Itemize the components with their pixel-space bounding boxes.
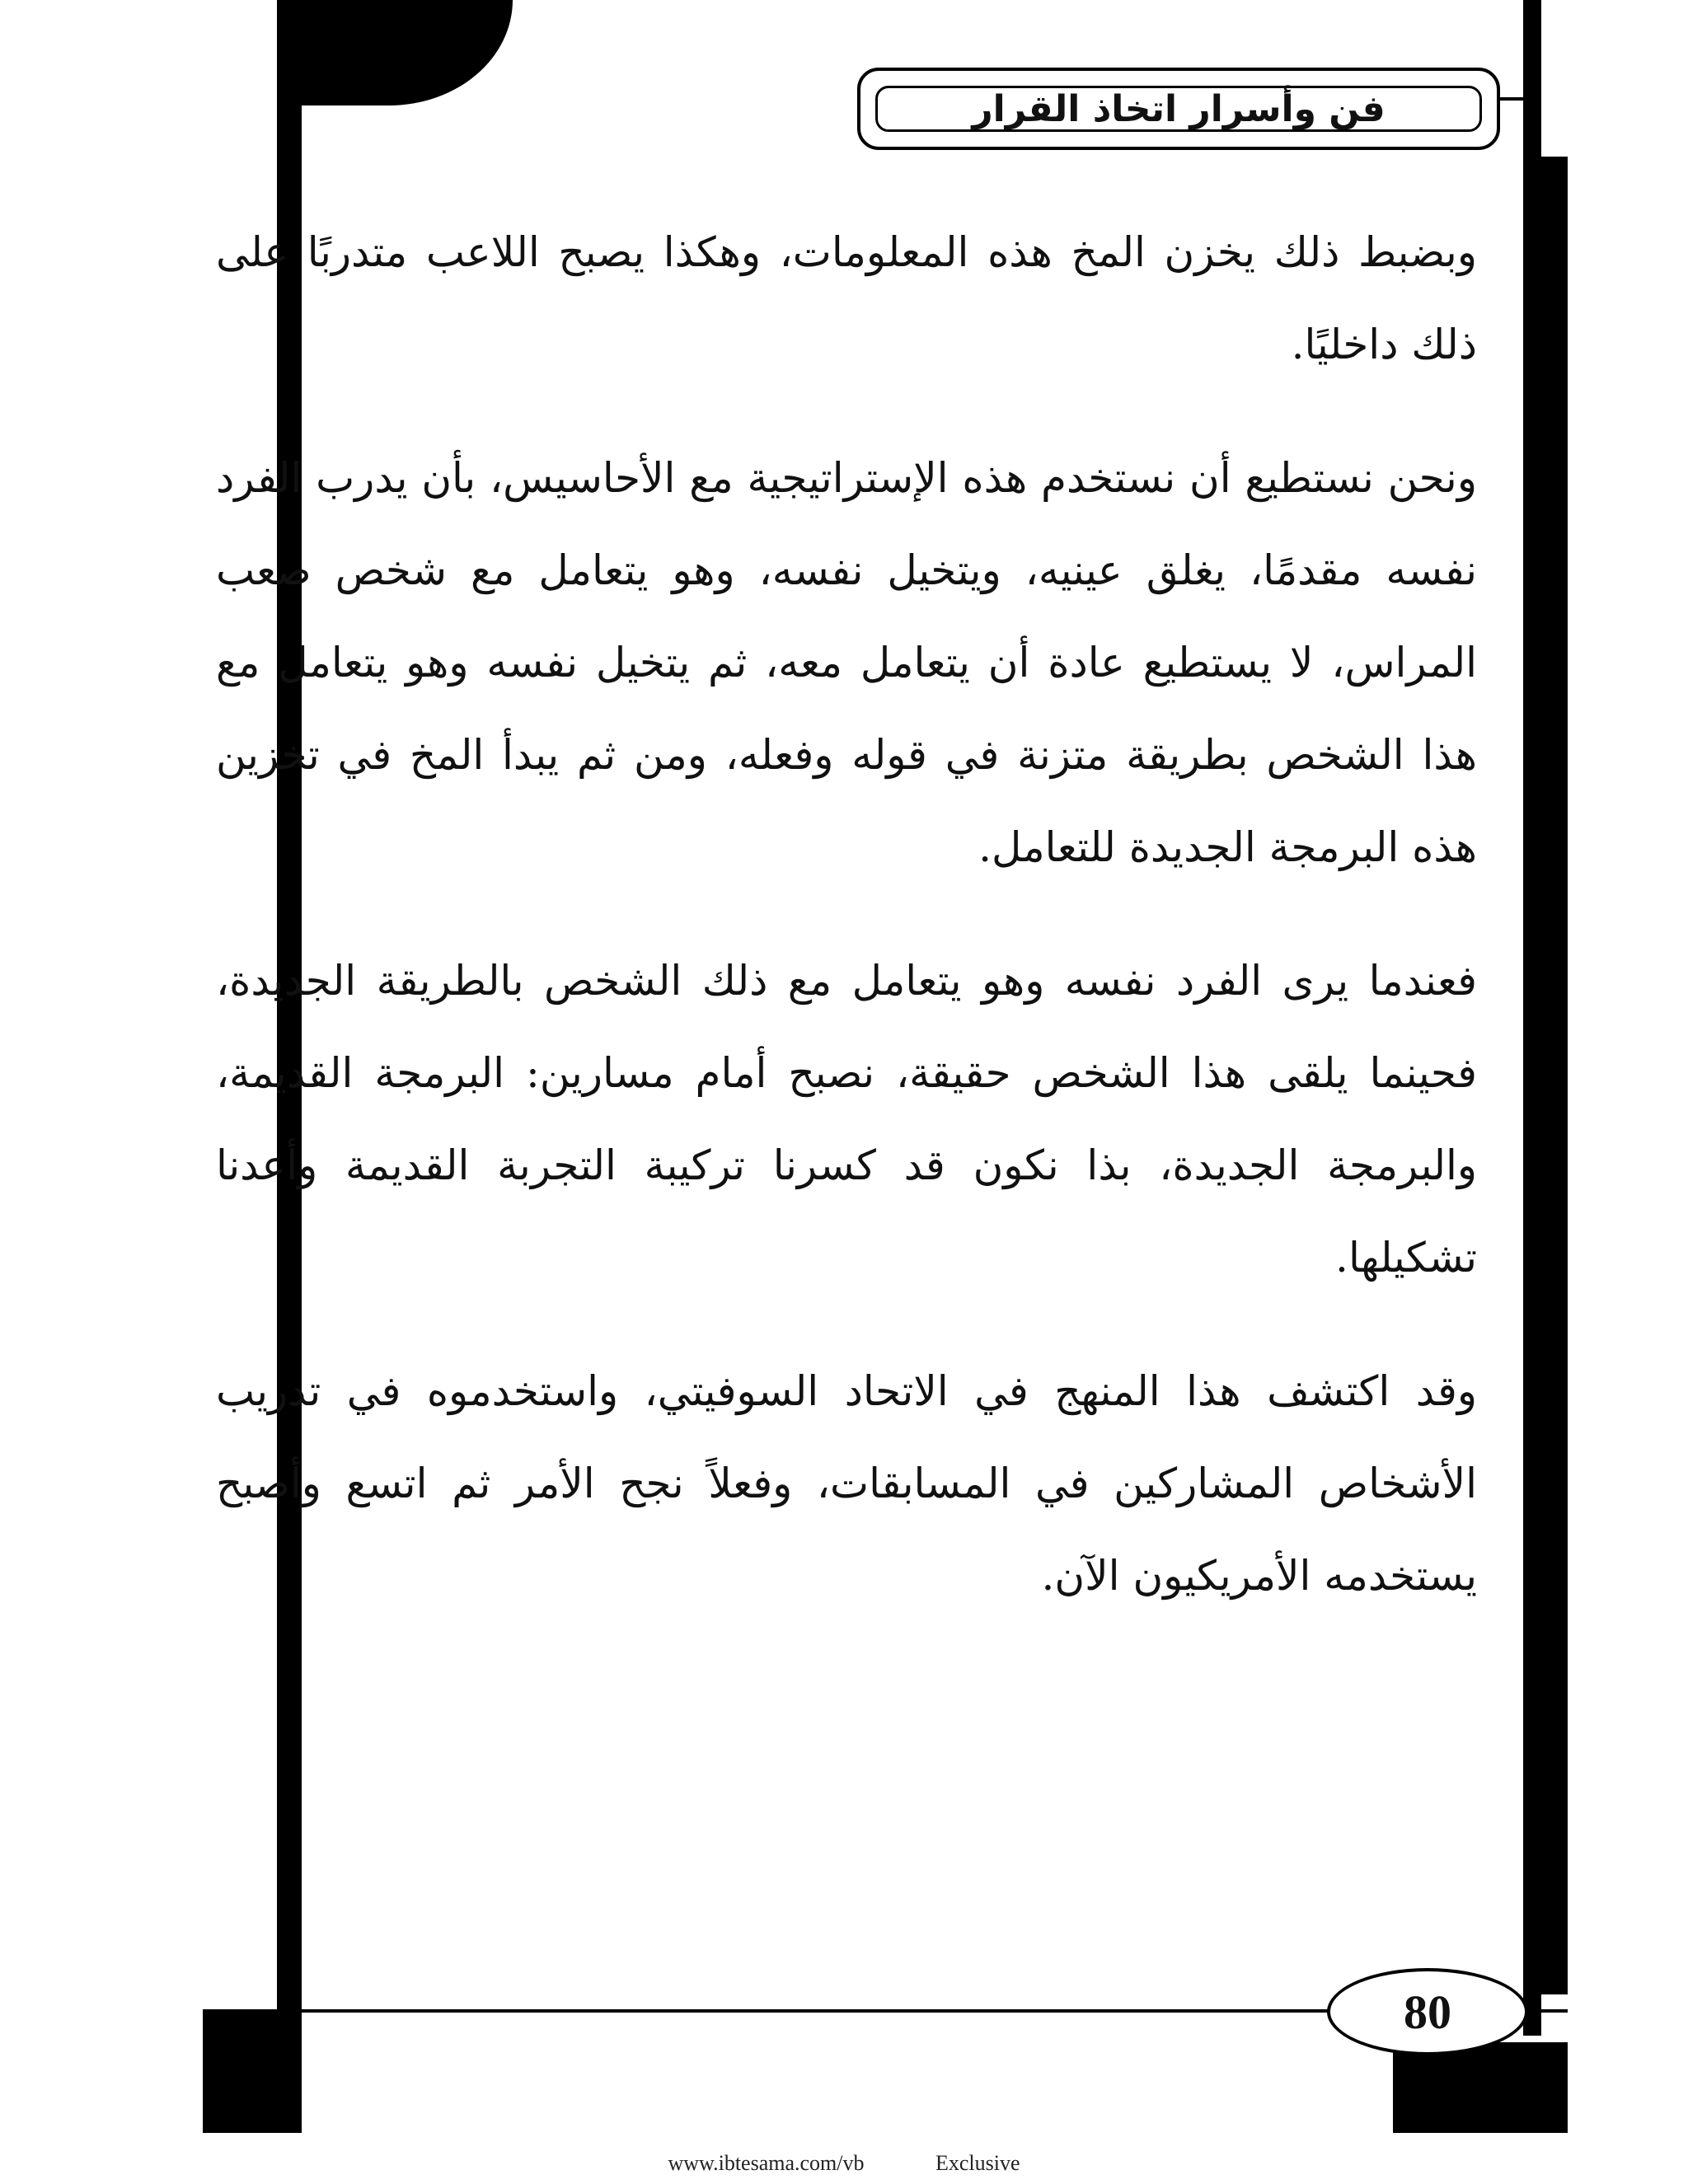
header-title-box bbox=[875, 86, 1482, 132]
top-left-corner-ornament bbox=[277, 0, 513, 105]
paragraph-4: وقد اكتشف هذا المنهج في الاتحاد السوفيتي، واستخدموه في تدريب الأشخاص المشاركين في المسابقات، وفعلاً نجح الأمر ثم اتسع وأصبح يستخدمه الأمريكيون الآن. bbox=[216, 1367, 1477, 1600]
page-number: 80 bbox=[1404, 1985, 1451, 2039]
footer-url: www.ibtesama.com/vb bbox=[668, 2151, 865, 2175]
footer-tag: Exclusive bbox=[935, 2151, 1020, 2175]
page-title: فن وأسرار اتخاذ القرار bbox=[972, 87, 1386, 130]
paragraph-2: ونحن نستطيع أن نستخدم هذه الإستراتيجية مع الأحاسيس، بأن يدرب الفرد نفسه مقدمًا، يغلق عينيه، ويتخيل نفسه، وهو يتعامل مع شخص صعب المراس، لا يستطيع عادة أن يتعامل معه، ثم يتخيل نفسه وهو يتعامل مع هذا الشخص بطريقة متزنة في قوله وفعله، ومن ثم يبدأ المخ في تخزين هذه البرمجة الجديدة للتعامل. bbox=[216, 454, 1477, 871]
header-rule bbox=[1500, 97, 1541, 101]
body-text bbox=[216, 206, 1477, 1663]
footer bbox=[0, 2151, 1688, 2176]
page-number-badge bbox=[1327, 1968, 1528, 2055]
bottom-left-corner-ornament bbox=[203, 2009, 302, 2133]
paragraph-3: فعندما يرى الفرد نفسه وهو يتعامل مع ذلك الشخص بالطريقة الجديدة، فحينما يلقى هذا الشخص حقيقة، نصبح أمام مسارين: البرمجة القديمة، والبرمجة الجديدة، بذا نكون قد كسرنا تركيبة التجربة القديمة وأعدنا تشكيلها. bbox=[216, 957, 1478, 1282]
bottom-right-corner-ornament bbox=[1393, 2042, 1568, 2133]
paragraph-1: وبضبط ذلك يخزن المخ هذه المعلومات، وهكذا يصبح اللاعب متدربًا على ذلك داخليًا. bbox=[216, 228, 1477, 368]
right-border-thick-bar bbox=[1523, 157, 1568, 1994]
